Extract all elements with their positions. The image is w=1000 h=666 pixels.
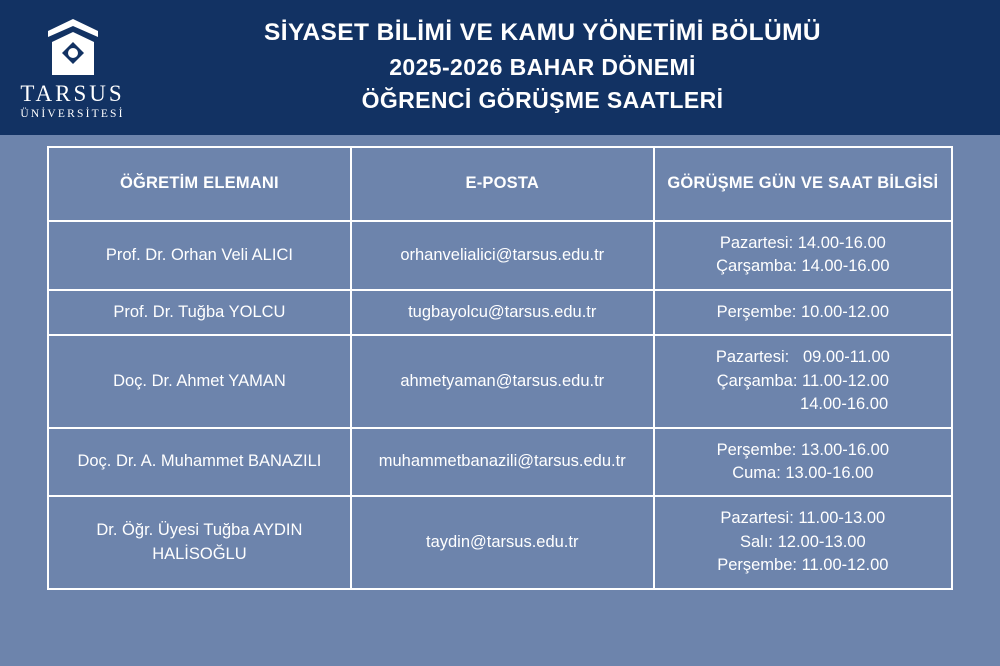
office-hours-line: Çarşamba: 14.00-16.00 [716,257,890,276]
table-row [48,428,952,497]
schedule-table [47,146,953,590]
office-hours-line: Perşembe: 11.00-12.00 [717,556,889,575]
cell-email: ahmetyaman@tarsus.edu.tr [351,335,654,427]
schedule-table-body [48,221,952,589]
cell-office-hours [654,428,952,497]
logo-wordmark: TARSUS [20,81,125,107]
title-line-department: SİYASET BİLİMİ VE KAMU YÖNETİMİ BÖLÜMÜ [264,19,821,47]
office-hours-line: Çarşamba: 11.00-12.00 [716,371,889,390]
office-hours-line: Pazartesi: 14.00-16.00 [719,234,886,252]
office-hours-line: Cuma: 13.00-16.00 [732,463,874,482]
office-hours-line: 14.00-16.00 [717,395,889,414]
table-row [48,221,952,290]
cell-instructor-name: Dr. Öğr. Üyesi Tuğba AYDIN HALİSOĞLU [48,496,351,588]
cell-instructor-name: Doç. Dr. Ahmet YAMAN [48,335,351,427]
column-header-email: E-POSTA [351,147,654,221]
logo-subtext: ÜNİVERSİTESİ [20,107,125,120]
title-line-term: 2025-2026 BAHAR DÖNEMİ [389,54,696,81]
poster-header [0,0,1000,135]
table-row [48,335,952,427]
cell-instructor-name: Prof. Dr. Tuğba YOLCU [48,290,351,335]
cell-office-hours [654,221,952,290]
poster-title-block [145,16,1000,118]
university-logo [0,0,145,135]
tarsus-university-emblem-icon [44,17,102,79]
office-hours-line: Salı: 12.00-13.00 [739,532,866,551]
column-header-hours: GÖRÜŞME GÜN VE SAAT BİLGİSİ [654,147,952,221]
cell-office-hours [654,335,952,427]
cell-email: orhanvelialici@tarsus.edu.tr [351,221,654,290]
column-header-instructor: ÖĞRETİM ELEMANI [48,147,351,221]
table-row [48,290,952,335]
cell-email: tugbayolcu@tarsus.edu.tr [351,290,654,335]
office-hours-line: Perşembe: 10.00-12.00 [716,302,890,321]
cell-office-hours [654,290,952,335]
cell-email: taydin@tarsus.edu.tr [351,496,654,588]
cell-instructor-name: Doç. Dr. A. Muhammet BANAZILI [48,428,351,497]
schedule-table-wrapper [47,146,953,590]
table-row [48,496,952,588]
table-header-row [48,147,952,221]
cell-email: muhammetbanazili@tarsus.edu.tr [351,428,654,497]
office-hours-line: Pazartesi: 11.00-13.00 [720,509,886,528]
title-line-subject: ÖĞRENCİ GÖRÜŞME SAATLERİ [361,86,724,113]
cell-instructor-name: Prof. Dr. Orhan Veli ALICI [48,221,351,290]
office-hours-line: Perşembe: 13.00-16.00 [716,440,890,459]
office-hours-line: Pazartesi: 09.00-11.00 [715,348,890,367]
cell-office-hours [654,496,952,588]
